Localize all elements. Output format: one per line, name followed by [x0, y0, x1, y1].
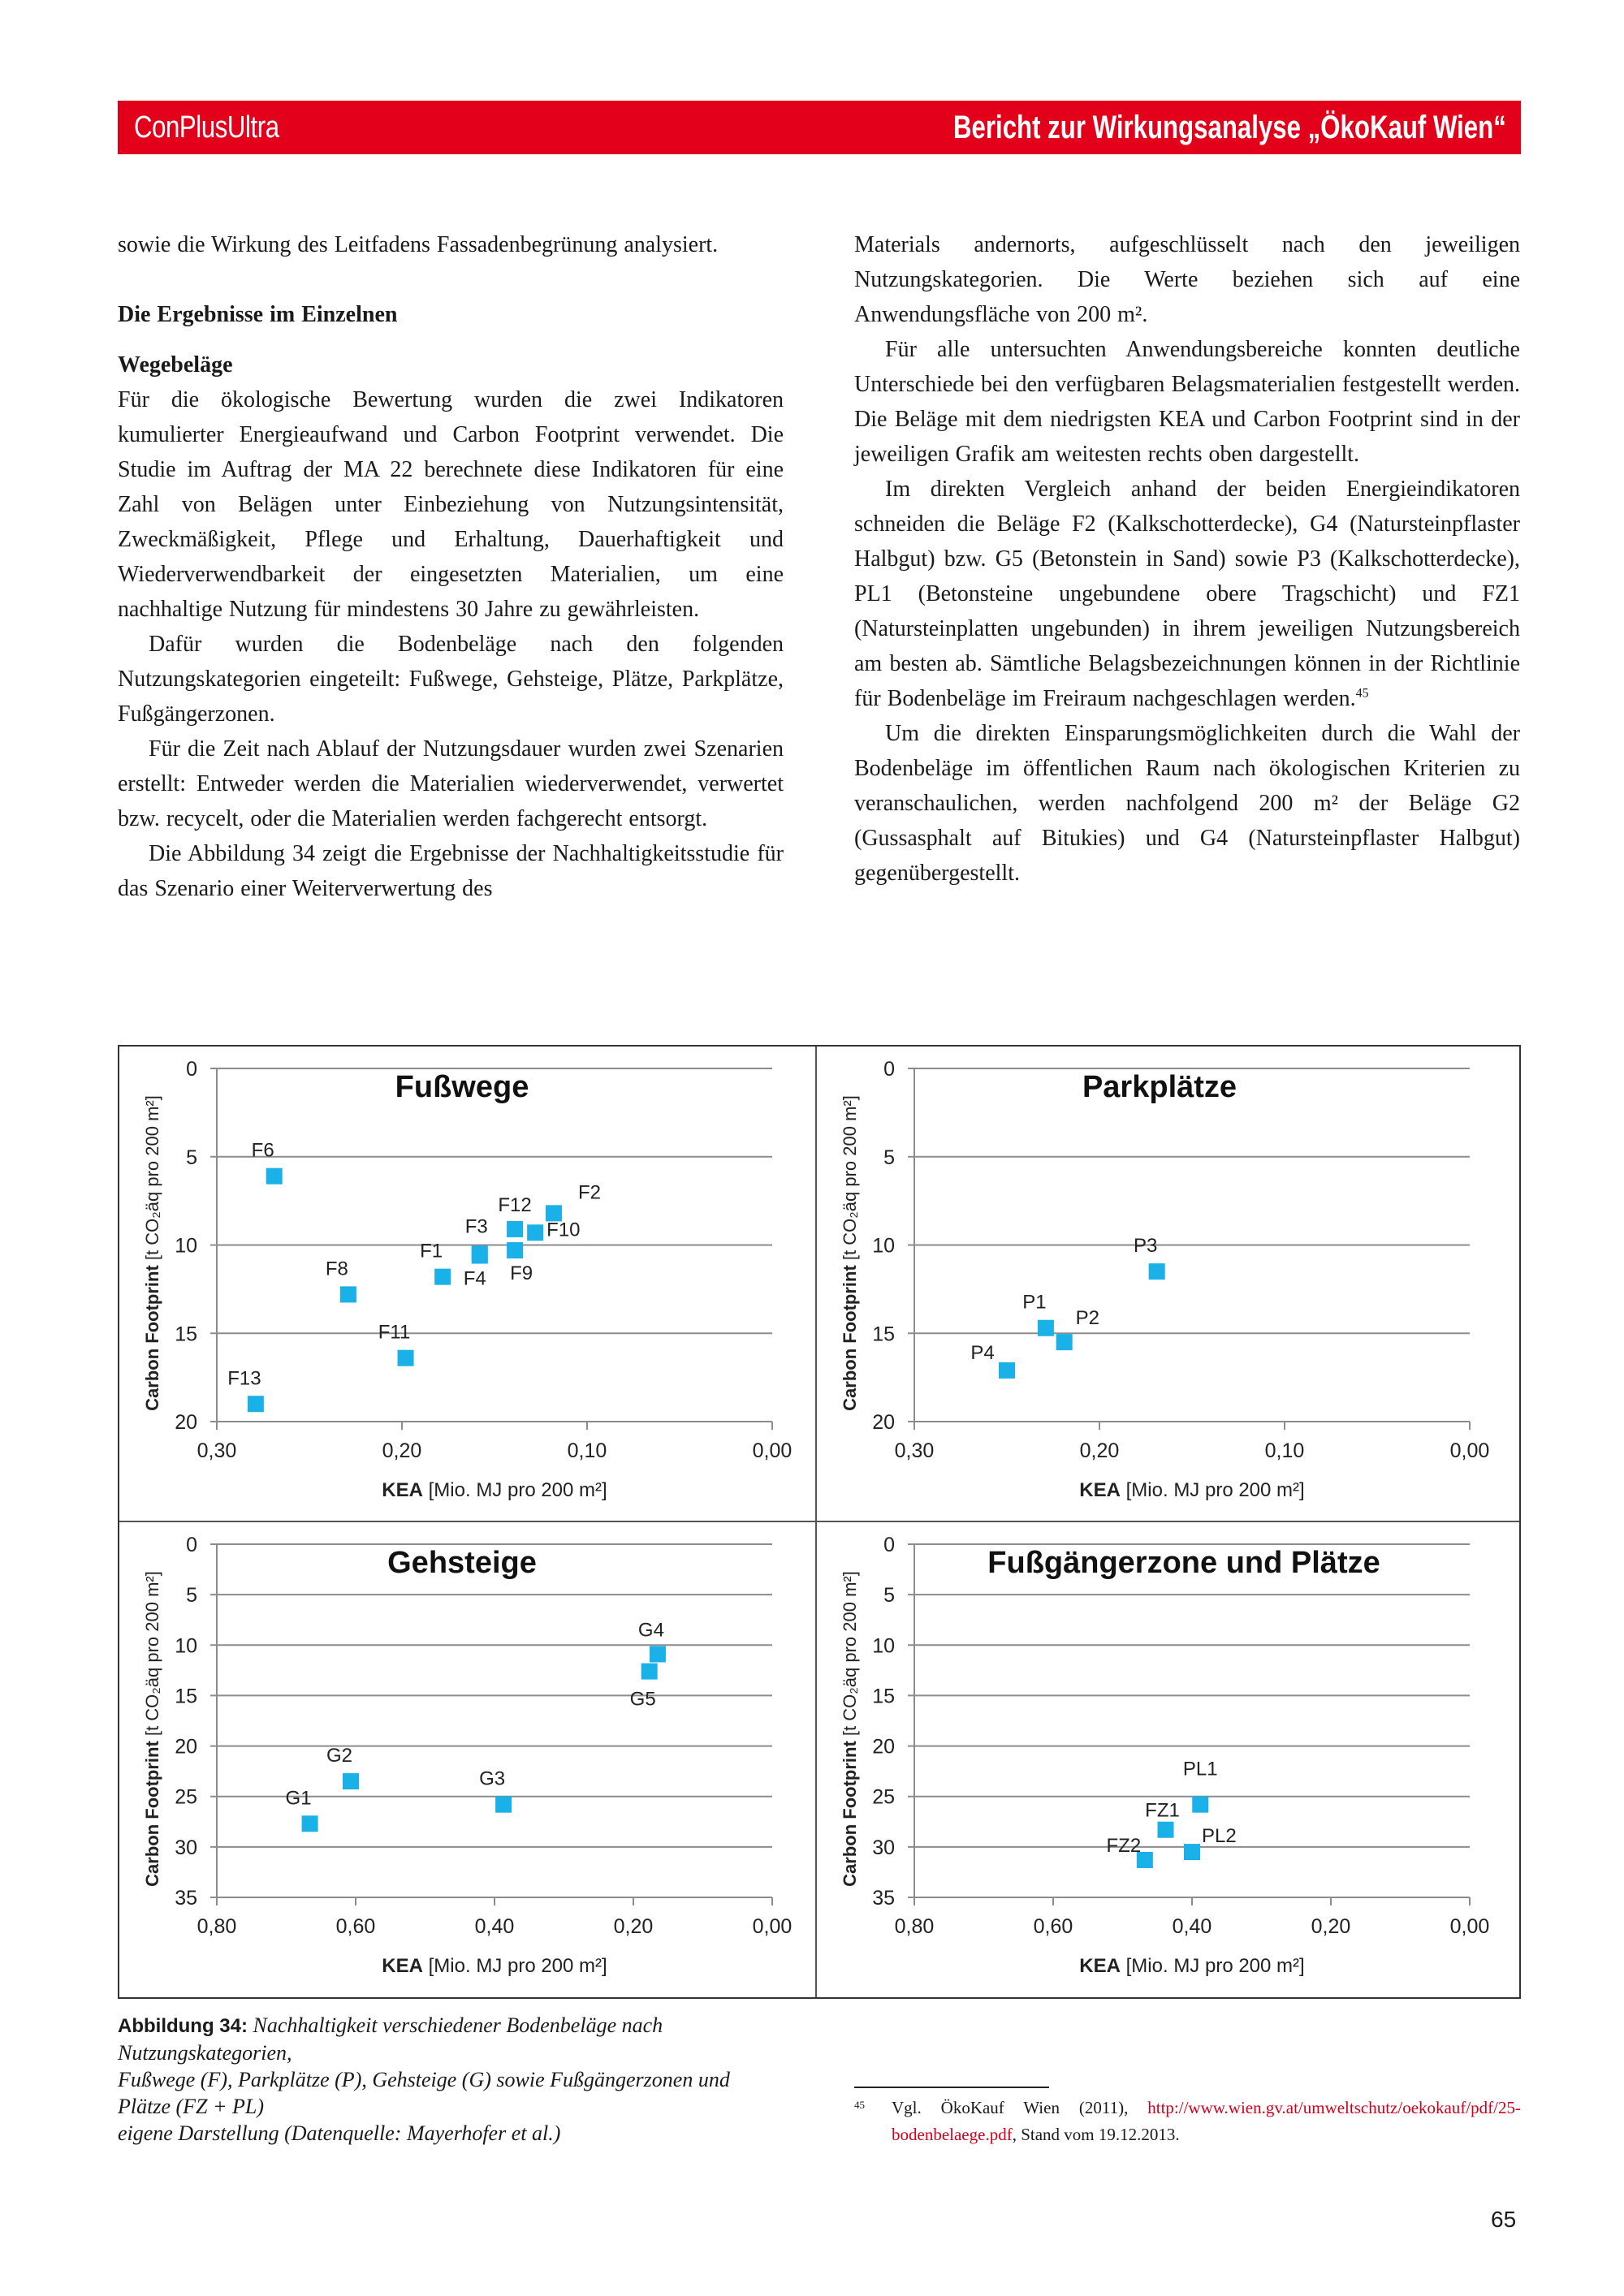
- data-label: PL1: [1182, 1758, 1218, 1780]
- footnote-link[interactable]: http://www.wien.gv.at/umweltschutz/oekokauf/pdf/25-bodenbelaege.pdf: [892, 2098, 1521, 2144]
- x-tick-label: 0,80: [894, 1915, 935, 1938]
- y-axis-title: [840, 1571, 860, 1887]
- x-axis-title-unit: [Mio. MJ pro 200 m²]: [422, 1955, 607, 1977]
- data-point-f13: [248, 1396, 264, 1412]
- scatter-plot: [119, 1047, 816, 1521]
- data-label: PL2: [1202, 1825, 1237, 1848]
- subsection-heading: Wegebeläge: [118, 352, 233, 378]
- x-tick-label: 0,00: [752, 1439, 793, 1462]
- right-text-column: [854, 227, 1520, 891]
- y-tick-label: 5: [883, 1146, 895, 1169]
- x-tick-label: 0,30: [894, 1439, 935, 1462]
- y-axis-title-bold: Carbon Footprint: [142, 1265, 162, 1411]
- y-tick-label: 0: [883, 1534, 895, 1556]
- footnote-number: 45: [854, 2099, 865, 2111]
- data-point-g3: [495, 1797, 512, 1813]
- x-tick-label: 0,20: [1311, 1915, 1351, 1938]
- paragraph: sowie die Wirkung des Leitfadens Fassadenbegrünung analysiert.: [118, 232, 719, 257]
- y-tick-label: 0: [883, 1058, 895, 1081]
- caption-line: Nachhaltigkeit verschiedener Bodenbeläge nach Nutzungskategorien,: [118, 2013, 663, 2065]
- x-tick-label: 0,20: [1079, 1439, 1120, 1462]
- data-point-g5: [641, 1664, 658, 1680]
- y-tick-label: 30: [175, 1836, 197, 1859]
- x-axis-title-unit: [Mio. MJ pro 200 m²]: [1120, 1955, 1305, 1977]
- paragraph: Um die direkten Einsparungsmöglichkeiten durch die Wahl der Bodenbeläge im öffentlichen Raum nach ökologischen Kriterien zu veranschaulichen, werden nachfolgend 200 m² der Beläge G2 (Gussasphalt auf Bitukies) und G4 (Natursteinpflaster Halbgut) gegenübergestellt.: [854, 721, 1520, 886]
- data-label: F11: [378, 1321, 411, 1344]
- caption-label: Abbildung 34:: [118, 2015, 248, 2037]
- brand-name: ConPlusUltra: [134, 110, 279, 145]
- data-label: F13: [227, 1367, 261, 1390]
- data-point-f4: [472, 1248, 488, 1264]
- paragraph: Die Abbildung 34 zeigt die Ergebnisse der Nachhaltigkeitsstudie für das Szenario einer Weiterverwertung des: [118, 841, 784, 901]
- paragraph: Für die Zeit nach Ablauf der Nutzungsdauer wurden zwei Szenarien erstellt: Entweder werden die Materialien wiederverwendet, verwertet bzw. recycelt, oder die Materialien werden fachgerecht entsorgt.: [118, 736, 784, 831]
- data-point-g1: [302, 1815, 318, 1832]
- data-label: G3: [479, 1767, 506, 1790]
- y-axis-title-unit: [t CO₂äq pro 200 m²]: [142, 1095, 162, 1266]
- y-tick-label: 35: [872, 1887, 895, 1910]
- footnote-reference[interactable]: 45: [1355, 686, 1369, 701]
- chart-title: Fußgängerzone und Plätze: [987, 1546, 1380, 1580]
- data-label: P4: [970, 1341, 995, 1364]
- x-tick-label: 0,60: [335, 1915, 376, 1938]
- data-point-f1: [434, 1269, 451, 1285]
- x-tick-label: 0,10: [1264, 1439, 1305, 1462]
- section-heading: Die Ergebnisse im Einzelnen: [118, 302, 398, 327]
- data-label: F2: [577, 1181, 601, 1204]
- x-tick-label: 0,80: [197, 1915, 237, 1938]
- y-axis-title-unit: [t CO₂äq pro 200 m²]: [840, 1571, 860, 1741]
- data-label: F6: [251, 1139, 274, 1162]
- data-label: G2: [326, 1745, 353, 1767]
- paragraph: Dafür wurden die Bodenbeläge nach den folgenden Nutzungskategorien eingeteilt: Fußwege, Gehsteige, Plätze, Parkplätze, Fußgängerzonen.: [118, 632, 784, 727]
- data-point-p2: [1056, 1334, 1073, 1350]
- scatter-plot: [817, 1047, 1514, 1521]
- y-tick-label: 10: [872, 1234, 895, 1258]
- y-axis-title: [840, 1095, 860, 1411]
- data-point-g4: [650, 1646, 666, 1662]
- data-label: F10: [546, 1219, 581, 1241]
- y-tick-label: 10: [175, 1234, 197, 1258]
- y-axis-title-unit: [t CO₂äq pro 200 m²]: [840, 1095, 860, 1266]
- y-tick-label: 5: [186, 1146, 197, 1169]
- x-axis-title-bold: KEA: [382, 1479, 423, 1501]
- footnote-divider: [854, 2087, 1049, 2088]
- chart-fussgaengerzone-plaetze: [817, 1522, 1515, 1998]
- y-tick-label: 15: [872, 1323, 895, 1346]
- chart-parkplaetze: [817, 1047, 1515, 1522]
- y-tick-label: 15: [175, 1685, 197, 1708]
- footnote-text: Vgl. ÖkoKauf Wien (2011),: [892, 2098, 1148, 2117]
- data-label: F12: [498, 1193, 532, 1216]
- data-point-f11: [398, 1350, 414, 1366]
- y-tick-label: 20: [175, 1735, 197, 1759]
- caption-line: eigene Darstellung (Datenquelle: Mayerhofer et al.): [118, 2121, 561, 2145]
- x-tick-label: 0,40: [1172, 1915, 1212, 1938]
- y-axis-title: [142, 1571, 162, 1887]
- y-tick-label: 15: [175, 1323, 197, 1346]
- data-point-p3: [1149, 1263, 1165, 1280]
- x-axis-title: [1079, 1955, 1304, 1977]
- y-tick-label: 20: [872, 1735, 895, 1759]
- y-tick-label: 0: [186, 1534, 197, 1556]
- x-axis-title-unit: [Mio. MJ pro 200 m²]: [1120, 1479, 1305, 1501]
- scatter-plot: [817, 1522, 1514, 1996]
- y-tick-label: 25: [175, 1785, 197, 1809]
- data-point-pl1: [1192, 1797, 1208, 1813]
- data-point-f12: [507, 1221, 523, 1237]
- page-number: 65: [1491, 2207, 1517, 2232]
- y-tick-label: 35: [175, 1887, 197, 1910]
- x-tick-label: 0,00: [1449, 1915, 1490, 1938]
- footnote: [854, 2095, 1521, 2148]
- data-point-p1: [1038, 1320, 1054, 1336]
- y-tick-label: 20: [175, 1411, 197, 1434]
- y-axis-title-bold: Carbon Footprint: [142, 1741, 162, 1887]
- y-tick-label: 25: [872, 1785, 895, 1809]
- x-tick-label: 0,40: [474, 1915, 515, 1938]
- paragraph: Für alle untersuchten Anwendungsbereiche konnten deutliche Unterschiede bei den verfügbaren Belagsmaterialien festgestellt werden. Die Beläge mit dem niedrigsten KEA und Carbon Footprint sind in der jeweiligen Grafik am weitesten rechts oben dargestellt.: [854, 337, 1520, 467]
- x-tick-label: 0,20: [613, 1915, 654, 1938]
- data-label: FZ2: [1106, 1835, 1142, 1858]
- data-point-f8: [340, 1286, 356, 1302]
- data-label: G4: [637, 1619, 664, 1642]
- data-label: P2: [1075, 1307, 1100, 1330]
- y-tick-label: 10: [175, 1634, 197, 1658]
- left-text-column: [118, 227, 784, 906]
- data-label: F4: [463, 1267, 486, 1290]
- x-axis-title-bold: KEA: [1079, 1955, 1121, 1977]
- chart-title: Gehsteige: [387, 1546, 537, 1580]
- footnote-text: , Stand vom 19.12.2013.: [1012, 2125, 1180, 2144]
- data-label: F8: [325, 1258, 348, 1280]
- figure-34-charts: [118, 1045, 1521, 1999]
- y-tick-label: 5: [883, 1584, 895, 1608]
- data-label: G5: [629, 1688, 656, 1711]
- data-label: P1: [1022, 1291, 1047, 1314]
- y-axis-title-unit: [t CO₂äq pro 200 m²]: [142, 1571, 162, 1741]
- data-label: P3: [1134, 1235, 1158, 1258]
- data-point-fz1: [1158, 1822, 1174, 1838]
- y-tick-label: 5: [186, 1584, 197, 1608]
- data-label: F3: [464, 1215, 488, 1238]
- paragraph-text: Im direkten Vergleich anhand der beiden Energieindikatoren schneiden die Beläge F2 (Kalkschotterdecke), G4 (Natursteinpflaster Halbgut) bzw. G5 (Betonstein in Sand) sowie P3 (Kalkschotterdecke), PL1 (Betonsteine ungebundene obere Tragschicht) und FZ1 (Natursteinplatten ungebunden) in ihrem jeweiligen Nutzungsbereich am besten ab. Sämtliche Belagsbezeichnungen können in der Richtlinie für Bodenbeläge im Freiraum nachgeschlagen werden.: [854, 477, 1520, 711]
- y-tick-label: 0: [186, 1058, 197, 1081]
- x-tick-label: 0,00: [752, 1915, 793, 1938]
- data-label: FZ1: [1145, 1799, 1180, 1822]
- horizontal-divider: [119, 1521, 1519, 1522]
- chart-title: Fußwege: [395, 1070, 529, 1104]
- y-tick-label: 15: [872, 1685, 895, 1708]
- paragraph: [854, 472, 1520, 716]
- data-point-g2: [343, 1773, 359, 1789]
- x-tick-label: 0,00: [1449, 1439, 1490, 1462]
- caption-line: Fußwege (F), Parkplätze (P), Gehsteige (G) sowie Fußgängerzonen und Plätze (FZ + PL): [118, 2068, 730, 2118]
- data-point-f9: [507, 1242, 523, 1258]
- data-label: G1: [285, 1787, 312, 1810]
- data-point-f6: [266, 1168, 283, 1185]
- x-axis-title-unit: [Mio. MJ pro 200 m²]: [422, 1479, 607, 1501]
- paragraph: Materials andernorts, aufgeschlüsselt nach den jeweiligen Nutzungskategorien. Die Werte beziehen sich auf eine Anwendungsfläche von 200 m².: [854, 232, 1520, 327]
- y-tick-label: 10: [872, 1634, 895, 1658]
- data-label: F1: [420, 1240, 443, 1262]
- data-label: F9: [510, 1262, 533, 1285]
- y-axis-title: [142, 1095, 162, 1411]
- data-point-pl2: [1184, 1844, 1200, 1860]
- x-axis-title-bold: KEA: [382, 1955, 423, 1977]
- y-tick-label: 30: [872, 1836, 895, 1859]
- footnote-body: [892, 2095, 1521, 2148]
- x-axis-title: [382, 1955, 607, 1977]
- data-point-f10: [527, 1224, 543, 1241]
- chart-fusswege: [119, 1047, 818, 1522]
- page-header-bar: [118, 101, 1521, 154]
- paragraph: Für die ökologische Bewertung wurden die zwei Indikatoren kumulierter Energieaufwand und Carbon Footprint verwendet. Die Studie im Auftrag der MA 22 berechnete diese Indikatoren für eine Zahl von Belägen unter Einbeziehung von Nutzungsintensität, Zweckmäßigkeit, Pflege und Erhaltung, Dauerhaftigkeit und Wiederverwendbarkeit der eingesetzten Materialien, um eine nachhaltige Nutzung für mindestens 30 Jahre zu gewährleisten.: [118, 387, 784, 622]
- x-tick-label: 0,20: [382, 1439, 422, 1462]
- chart-title: Parkplätze: [1082, 1070, 1237, 1104]
- x-axis-title: [382, 1479, 607, 1501]
- y-axis-title-bold: Carbon Footprint: [840, 1265, 860, 1411]
- figure-caption: [118, 2012, 767, 2147]
- x-tick-label: 0,10: [567, 1439, 607, 1462]
- chart-gehsteige: [119, 1522, 818, 1998]
- x-axis-title: [1079, 1479, 1304, 1501]
- data-point-p4: [999, 1362, 1015, 1379]
- y-axis-title-bold: Carbon Footprint: [840, 1741, 860, 1887]
- report-title: Bericht zur Wirkungsanalyse „ÖkoKauf Wien“: [953, 109, 1506, 145]
- x-tick-label: 0,30: [197, 1439, 237, 1462]
- x-axis-title-bold: KEA: [1079, 1479, 1121, 1501]
- x-tick-label: 0,60: [1033, 1915, 1073, 1938]
- y-tick-label: 20: [872, 1411, 895, 1434]
- scatter-plot: [119, 1522, 816, 1996]
